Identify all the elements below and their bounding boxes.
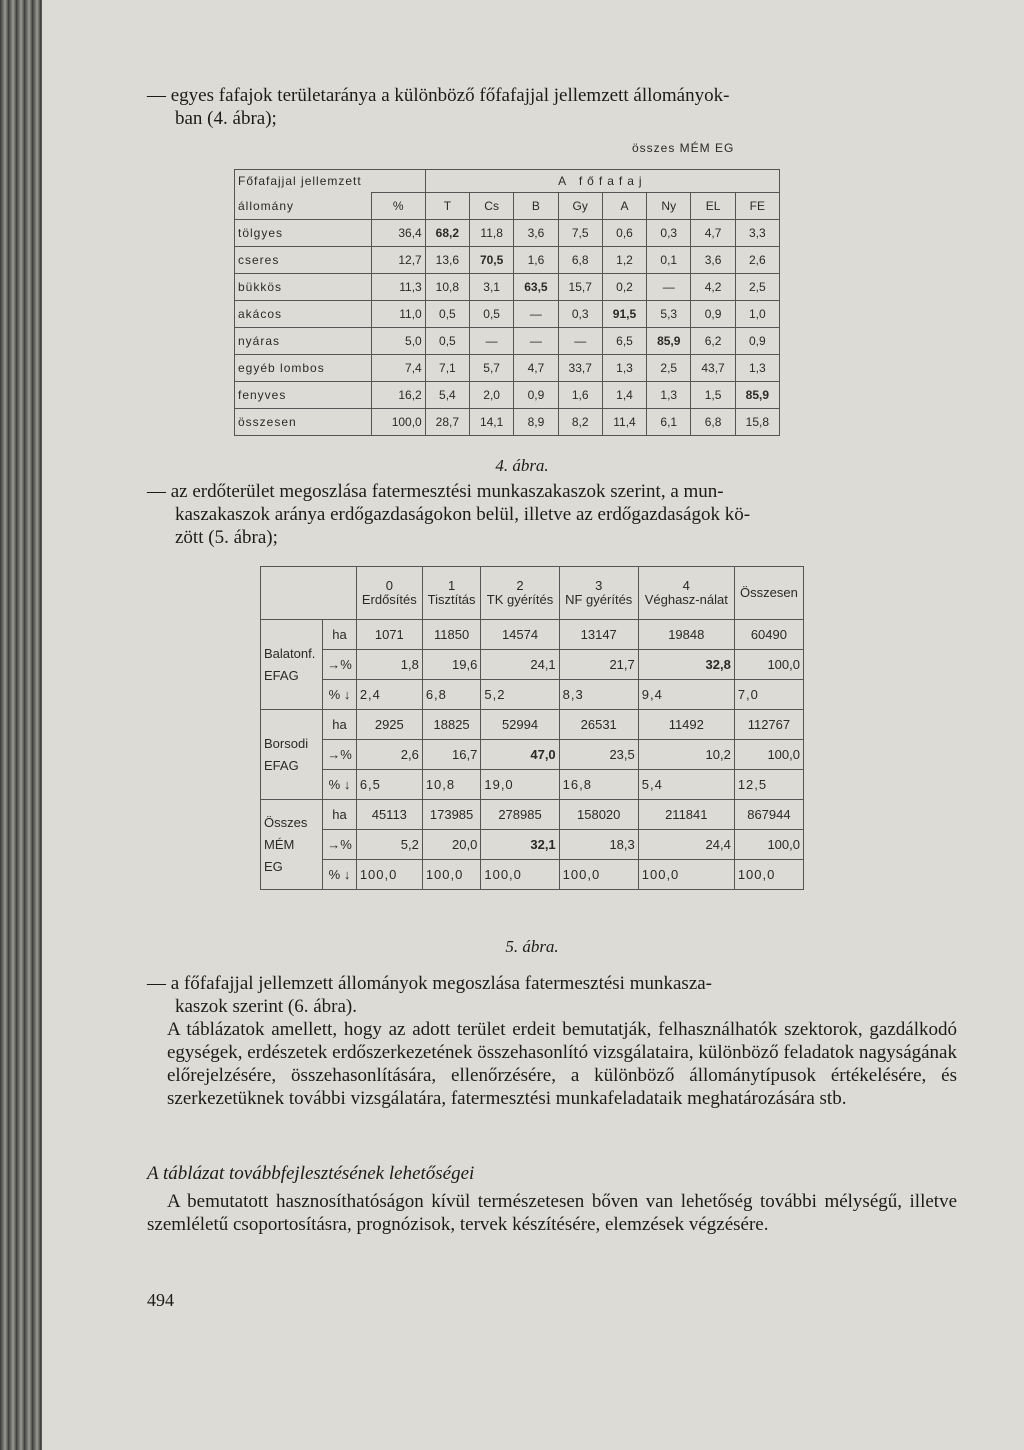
- fig5-column-label: TK gyérítés: [486, 592, 554, 607]
- fig5-cell: 100,0: [734, 830, 803, 860]
- fig4-cell: 68,2: [425, 220, 469, 247]
- fig5-cell: 47,0: [481, 740, 559, 770]
- fig5-table: [260, 566, 804, 890]
- fig4-row-percent: 11,0: [371, 301, 425, 328]
- fig5-cell: 20,0: [422, 830, 481, 860]
- fig4-row-name: tölgyes: [235, 220, 372, 247]
- section-heading: A táblázat továbbfejlesztésének lehetőségei: [147, 1163, 475, 1184]
- fig4-cell: 7,1: [425, 355, 469, 382]
- fig4-row: [235, 274, 780, 301]
- fig5-cell: 12,5: [734, 770, 803, 800]
- fig4-cell: 1,3: [602, 355, 646, 382]
- fig5-cell: 1,8: [356, 650, 422, 680]
- fig4-cell: 13,6: [425, 247, 469, 274]
- fig4-cell: 1,2: [602, 247, 646, 274]
- fig5-row: [261, 620, 804, 650]
- fig4-cell: 2,5: [735, 274, 779, 301]
- fig4-cell: 70,5: [470, 247, 514, 274]
- fig5-cell: 2,6: [356, 740, 422, 770]
- fig4-cell: 1,3: [735, 355, 779, 382]
- fig5-row: [261, 860, 804, 890]
- fig5-group-name-line: EFAG: [264, 757, 299, 773]
- fig5-cell: 100,0: [559, 860, 638, 890]
- fig4-cell: 1,3: [647, 382, 691, 409]
- fig4-row-name: nyáras: [235, 328, 372, 355]
- fig5-cell: 2,4: [356, 680, 422, 710]
- fig5-cell: 6,5: [356, 770, 422, 800]
- fig5-cell: 8,3: [559, 680, 638, 710]
- fig5-unit: % ↓: [323, 770, 357, 800]
- fig4-row: [235, 355, 780, 382]
- fig5-column-header: [734, 567, 803, 620]
- fig4-cell: 6,1: [647, 409, 691, 436]
- fig5-cell: 158020: [559, 800, 638, 830]
- fig5-column-number: 2: [516, 578, 524, 593]
- fig4-cell: 6,2: [691, 328, 735, 355]
- fig4-row-name: akácos: [235, 301, 372, 328]
- fig4-cell: 1,6: [514, 247, 558, 274]
- fig4-column-header: EL: [691, 193, 735, 220]
- fig4-row: [235, 220, 780, 247]
- fig4-row-percent: 100,0: [371, 409, 425, 436]
- fig4-column-header: B: [514, 193, 558, 220]
- fig5-column-label: NF gyérítés: [565, 592, 633, 607]
- fig5-cell: 26531: [559, 710, 638, 740]
- fig5-column-header: [481, 567, 559, 620]
- intro-line-2: ban (4. ábra);: [175, 108, 277, 129]
- fig5-caption: 5. ábra.: [505, 937, 559, 956]
- fig5-row: [261, 650, 804, 680]
- fig5-cell: 24,1: [481, 650, 559, 680]
- fig4-cell: 0,1: [647, 247, 691, 274]
- book-page: [42, 0, 1024, 1450]
- fig4-cell: 2,6: [735, 247, 779, 274]
- fig5-cell: 2925: [356, 710, 422, 740]
- fig4-row-name: fenyves: [235, 382, 372, 409]
- fig4-row-name: bükkös: [235, 274, 372, 301]
- fig4-cell: 0,2: [602, 274, 646, 301]
- fig4-cell: 11,8: [470, 220, 514, 247]
- fig4-cell: 4,2: [691, 274, 735, 301]
- fig4-cell: 2,0: [470, 382, 514, 409]
- fig5-cell: 21,7: [559, 650, 638, 680]
- fig5-cell: 24,4: [638, 830, 734, 860]
- fig4-cell: —: [514, 328, 558, 355]
- para3-line-2: kaszok szerint (6. ábra).: [175, 996, 358, 1017]
- fig4-cell: —: [647, 274, 691, 301]
- fig5-column-number: 1: [447, 578, 456, 593]
- fig4-cell: 1,0: [735, 301, 779, 328]
- fig5-cell: 14574: [481, 620, 559, 650]
- fig4-cell: 63,5: [514, 274, 558, 301]
- fig5-cell: 32,8: [638, 650, 734, 680]
- fig4-cell: 0,5: [470, 301, 514, 328]
- fig4-stand-header-2: állomány: [235, 193, 372, 220]
- fig5-cell: 867944: [734, 800, 803, 830]
- fig4-cell: 3,6: [514, 220, 558, 247]
- intro-line-1: — egyes fafajok területaránya a különböző főfafajjal jellemzett állományok-: [147, 85, 730, 106]
- fig4-cell: 7,5: [558, 220, 602, 247]
- fig4-row: [235, 301, 780, 328]
- fig4-cell: 11,4: [602, 409, 646, 436]
- fig4-cell: 5,3: [647, 301, 691, 328]
- fig4-cell: 6,8: [558, 247, 602, 274]
- fig5-row: [261, 800, 804, 830]
- section-paragraph: A bemutatott hasznosíthatóságon kívül természetesen bőven van lehetőség további mélységű, illetve szemléletű csoportosításra, prognózisok, tervek készítésére, elemzések végzésére.: [147, 1191, 957, 1235]
- fig4-cell: 8,9: [514, 409, 558, 436]
- fig4-cell: 14,1: [470, 409, 514, 436]
- fig5-unit: ha: [323, 710, 357, 740]
- para2-line-3: zött (5. ábra);: [175, 527, 278, 548]
- fig5-cell: 100,0: [481, 860, 559, 890]
- fig4-cell: 4,7: [514, 355, 558, 382]
- fig4-cell: 1,4: [602, 382, 646, 409]
- fig5-cell: 211841: [638, 800, 734, 830]
- fig5-cell: 173985: [422, 800, 481, 830]
- fig5-group-name-line: EFAG: [264, 667, 299, 683]
- fig5-cell: 100,0: [422, 860, 481, 890]
- fig5-cell: 52994: [481, 710, 559, 740]
- fig5-unit: ha: [323, 800, 357, 830]
- fig5-column-label: Összesen: [740, 585, 798, 600]
- fig4-row-percent: 7,4: [371, 355, 425, 382]
- fig5-cell: 112767: [734, 710, 803, 740]
- fig5-cell: 16,7: [422, 740, 481, 770]
- fig5-cell: 60490: [734, 620, 803, 650]
- fig4-column-header: Gy: [558, 193, 602, 220]
- fig4-cell: 8,2: [558, 409, 602, 436]
- fig5-column-label: Erdősítés: [361, 592, 417, 607]
- fig5-cell: 18825: [422, 710, 481, 740]
- fig5-cell: 5,2: [356, 830, 422, 860]
- fig5-column-label: Véghasz-nálat: [644, 592, 728, 607]
- fig5-cell: 11850: [422, 620, 481, 650]
- fig4-row: [235, 328, 780, 355]
- para2-line-1: — az erdőterület megoszlása fatermesztési munkaszakaszok szerint, a mun-: [147, 481, 724, 502]
- fig4-cell: 0,9: [514, 382, 558, 409]
- fig4-cell: 6,5: [602, 328, 646, 355]
- fig5-column-label: Tisztítás: [427, 592, 476, 607]
- fig4-stand-header-1: Főfafajjal jellemzett: [235, 170, 426, 193]
- fig4-cell: 1,5: [691, 382, 735, 409]
- fig4-cell: 15,7: [558, 274, 602, 301]
- book-binding: [0, 0, 42, 1450]
- fig4-cell: 0,9: [691, 301, 735, 328]
- fig5-cell: 19,6: [422, 650, 481, 680]
- intro-paragraph: [147, 84, 957, 130]
- fig5-group-name-line: Balatonf.: [264, 645, 316, 661]
- fig4-row-percent: 36,4: [371, 220, 425, 247]
- fig5-column-header: [559, 567, 638, 620]
- fig4-row-name: összesen: [235, 409, 372, 436]
- fig5-cell: 11492: [638, 710, 734, 740]
- fig4-cell: 28,7: [425, 409, 469, 436]
- fig5-group-name: [261, 800, 323, 890]
- fig5-cell: 1071: [356, 620, 422, 650]
- fig4-cell: 3,6: [691, 247, 735, 274]
- fig4-species-header: A főfafaj: [425, 170, 779, 193]
- fig5-cell: 5,2: [481, 680, 559, 710]
- fig4-column-header: A: [602, 193, 646, 220]
- fig5-unit: ha: [323, 620, 357, 650]
- fig5-row: [261, 680, 804, 710]
- fig4-cell: 3,3: [735, 220, 779, 247]
- page-number: 494: [147, 1290, 174, 1310]
- fig4-percent-header: %: [371, 193, 425, 220]
- fig4-cell: 85,9: [735, 382, 779, 409]
- fig5-row: [261, 710, 804, 740]
- fig5-cell: 10,2: [638, 740, 734, 770]
- fig4-row: [235, 382, 780, 409]
- fig5-cell: 45113: [356, 800, 422, 830]
- fig5-group-name-line: EG: [264, 858, 283, 874]
- fig5-column-header: [422, 567, 481, 620]
- fig4-cell: 4,7: [691, 220, 735, 247]
- fig5-group-name: [261, 710, 323, 800]
- fig5-cell: 7,0: [734, 680, 803, 710]
- fig4-cell: 3,1: [470, 274, 514, 301]
- fig5-cell: 10,8: [422, 770, 481, 800]
- para3-line-1: — a főfafajjal jellemzett állományok megoszlása fatermesztési munkasza-: [147, 973, 713, 994]
- fig5-cell: 5,4: [638, 770, 734, 800]
- fig4-cell: —: [558, 328, 602, 355]
- fig4-cell: 0,3: [647, 220, 691, 247]
- fig4-cell: 10,8: [425, 274, 469, 301]
- fig4-cell: 6,8: [691, 409, 735, 436]
- fig5-cell: 278985: [481, 800, 559, 830]
- fig4-row: [235, 409, 780, 436]
- fig4-table: [234, 169, 780, 436]
- fig5-corner: [261, 567, 357, 620]
- fig4-row-name: egyéb lombos: [235, 355, 372, 382]
- fig4-caption: 4. ábra.: [495, 456, 549, 475]
- fig5-cell: 6,8: [422, 680, 481, 710]
- fig5-column-header: [638, 567, 734, 620]
- fig5-column-header: [356, 567, 422, 620]
- fig5-row: [261, 770, 804, 800]
- fig4-row-percent: 5,0: [371, 328, 425, 355]
- fig4-column-header: Cs: [470, 193, 514, 220]
- fig5-group-name-line: Borsodi: [264, 735, 309, 751]
- fig5-column-number: 4: [682, 578, 690, 593]
- fig4-cell: 91,5: [602, 301, 646, 328]
- fig5-unit: % ↓: [323, 860, 357, 890]
- fig5-cell: 100,0: [734, 650, 803, 680]
- para2-line-2: kaszakaszok aránya erdőgazdaságokon belül, illetve az erdőgazdaságok kö-: [175, 504, 751, 525]
- fig5-unit: →%: [323, 740, 357, 770]
- fig5-cell: 100,0: [356, 860, 422, 890]
- fig4-cell: 15,8: [735, 409, 779, 436]
- fig5-group-name-line: MÉM: [264, 836, 295, 852]
- fig5-group-name-line: Összes: [264, 814, 308, 830]
- fig4-cell: 0,6: [602, 220, 646, 247]
- fig5-row: [261, 740, 804, 770]
- fig5-cell: 100,0: [734, 860, 803, 890]
- fig4-row-percent: 16,2: [371, 382, 425, 409]
- fig5-cell: 19,0: [481, 770, 559, 800]
- fig4-cell: 0,5: [425, 328, 469, 355]
- fig5-cell: 100,0: [638, 860, 734, 890]
- fig4-cell: 0,5: [425, 301, 469, 328]
- fig4-column-header: Ny: [647, 193, 691, 220]
- fig5-cell: 13147: [559, 620, 638, 650]
- fig4-cell: 0,9: [735, 328, 779, 355]
- fig4-cell: 5,4: [425, 382, 469, 409]
- fig4-cell: 5,7: [470, 355, 514, 382]
- para4: A táblázatok amellett, hogy az adott terület erdeit bemutatják, felhasználhatók szektorok, gazdálkodó egységek, erdészetek erdőszerkezetének összehasonlító vizsgálataira, különböző feladatok nagyságának előrejelzésére, összehasonlítására, ellenőrzésére, a különböző állománytípusok értékelésére, és szerkezetüknek további vizsgálatára, fatermesztési munkafeladataik meghatározására stb.: [167, 1019, 957, 1109]
- fig5-cell: 100,0: [734, 740, 803, 770]
- fig5-group-name: [261, 620, 323, 710]
- fig5-column-number: 0: [385, 578, 393, 593]
- fig5-unit: →%: [323, 830, 357, 860]
- para3: [147, 972, 957, 1018]
- fig4-cell: 0,3: [558, 301, 602, 328]
- fig4-top-label: összes MÉM EG: [632, 141, 735, 155]
- fig5-unit: % ↓: [323, 680, 357, 710]
- fig4-cell: —: [514, 301, 558, 328]
- fig5-row: [261, 830, 804, 860]
- fig4-row-percent: 11,3: [371, 274, 425, 301]
- fig5-column-number: 3: [595, 578, 603, 593]
- fig5-cell: 16,8: [559, 770, 638, 800]
- para2: [147, 480, 957, 549]
- fig4-column-header: T: [425, 193, 469, 220]
- fig4-cell: 33,7: [558, 355, 602, 382]
- fig4-column-header: FE: [735, 193, 779, 220]
- fig5-cell: 9,4: [638, 680, 734, 710]
- fig4-cell: 85,9: [647, 328, 691, 355]
- fig5-cell: 32,1: [481, 830, 559, 860]
- fig5-cell: 18,3: [559, 830, 638, 860]
- fig4-row-percent: 12,7: [371, 247, 425, 274]
- fig4-cell: 1,6: [558, 382, 602, 409]
- fig4-row-name: cseres: [235, 247, 372, 274]
- fig5-cell: 23,5: [559, 740, 638, 770]
- fig5-unit: →%: [323, 650, 357, 680]
- fig5-cell: 19848: [638, 620, 734, 650]
- fig4-row: [235, 247, 780, 274]
- fig4-cell: —: [470, 328, 514, 355]
- fig4-cell: 43,7: [691, 355, 735, 382]
- fig4-cell: 2,5: [647, 355, 691, 382]
